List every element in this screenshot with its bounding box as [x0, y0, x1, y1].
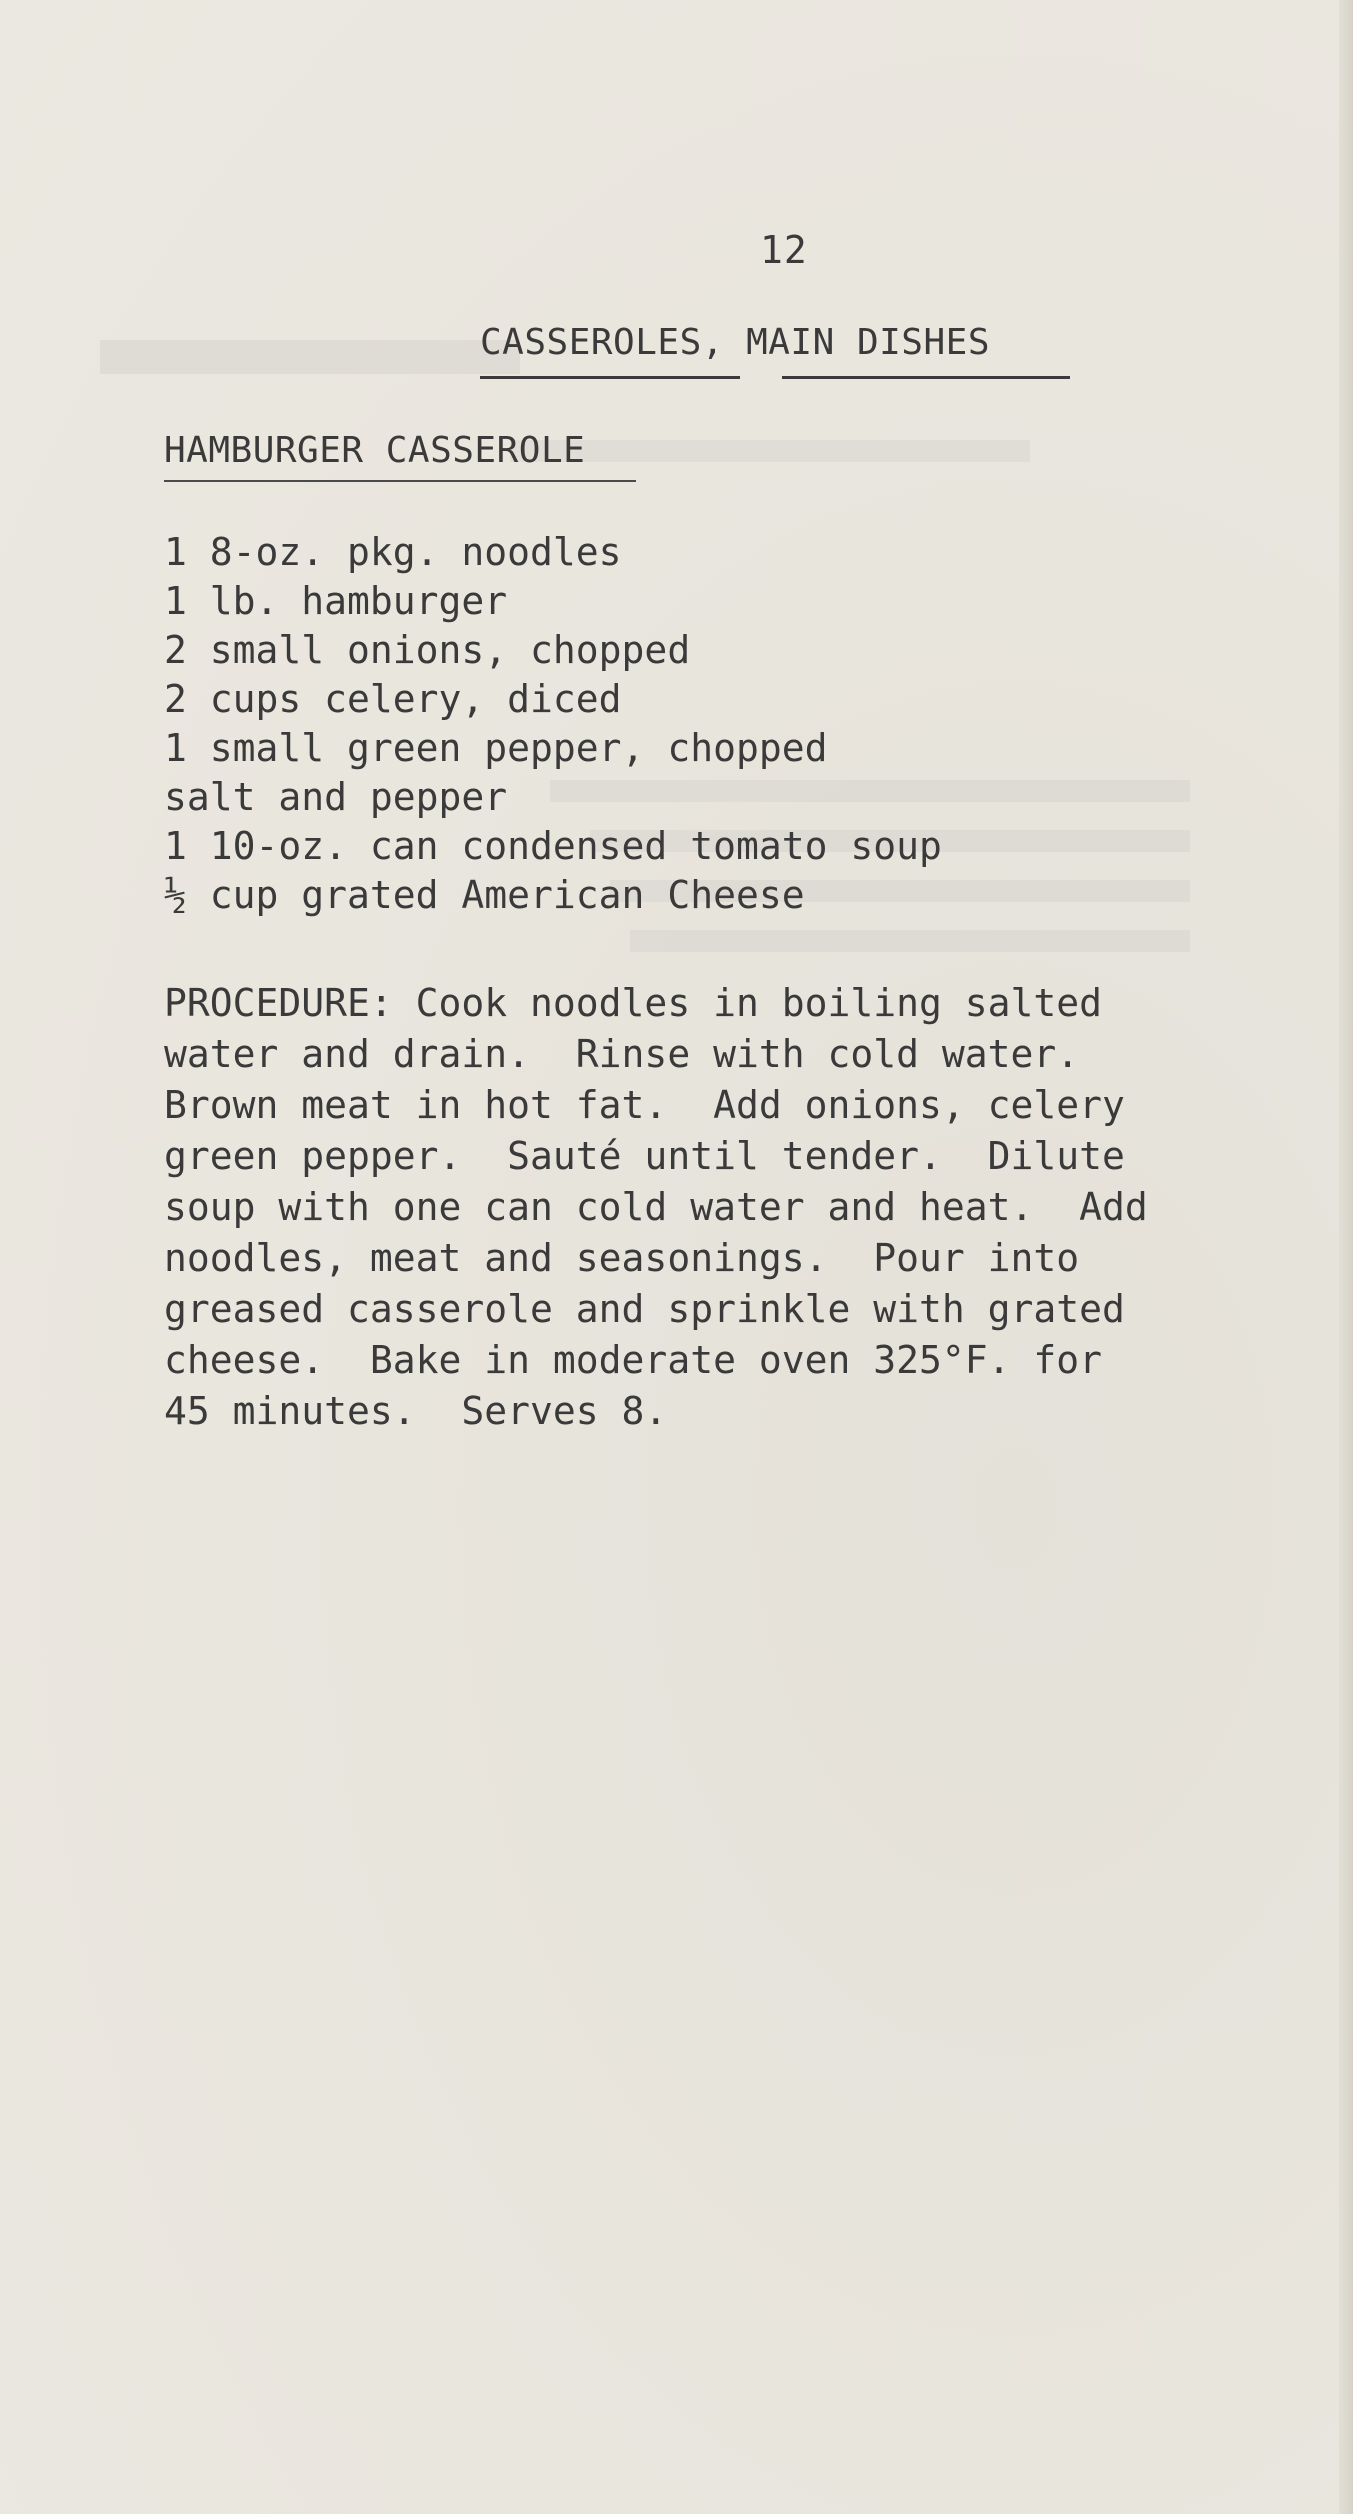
ingredient-item: 2 small onions, chopped [164, 628, 691, 672]
ingredient-item: 1 10-oz. can condensed tomato soup [164, 824, 942, 868]
recipe-title: HAMBURGER CASSEROLE [164, 430, 586, 471]
procedure-line: water and drain. Rinse with cold water. [164, 1032, 1080, 1076]
procedure-line: noodles, meat and seasonings. Pour into [164, 1236, 1080, 1280]
procedure-line: soup with one can cold water and heat. Add [164, 1185, 1148, 1229]
procedure-line: Brown meat in hot fat. Add onions, celery [164, 1083, 1125, 1127]
ingredient-item: salt and pepper [164, 775, 508, 819]
page-edge [1339, 0, 1353, 2514]
section-title-underline-left [480, 376, 740, 379]
recipe-title-underline [164, 480, 636, 482]
section-title: CASSEROLES, MAIN DISHES [480, 322, 990, 363]
section-title-underline-right [782, 376, 1070, 379]
procedure-line: cheese. Bake in moderate oven 325°F. for [164, 1338, 1102, 1382]
ingredient-item: 1 small green pepper, chopped [164, 726, 828, 770]
procedure-text [164, 978, 1264, 1437]
ingredient-item: 1 lb. hamburger [164, 579, 508, 623]
procedure-line: greased casserole and sprinkle with grated [164, 1287, 1125, 1331]
procedure-line: 45 minutes. Serves 8. [164, 1389, 668, 1433]
ingredient-item: ½ cup grated American Cheese [164, 873, 805, 917]
ingredient-list [164, 528, 942, 920]
procedure-line: green pepper. Sauté until tender. Dilute [164, 1134, 1125, 1178]
ingredient-item: 2 cups celery, diced [164, 677, 622, 721]
ingredient-item: 1 8-oz. pkg. noodles [164, 530, 622, 574]
procedure-line: PROCEDURE: Cook noodles in boiling salted [164, 981, 1102, 1025]
page-number: 12 [760, 228, 808, 272]
